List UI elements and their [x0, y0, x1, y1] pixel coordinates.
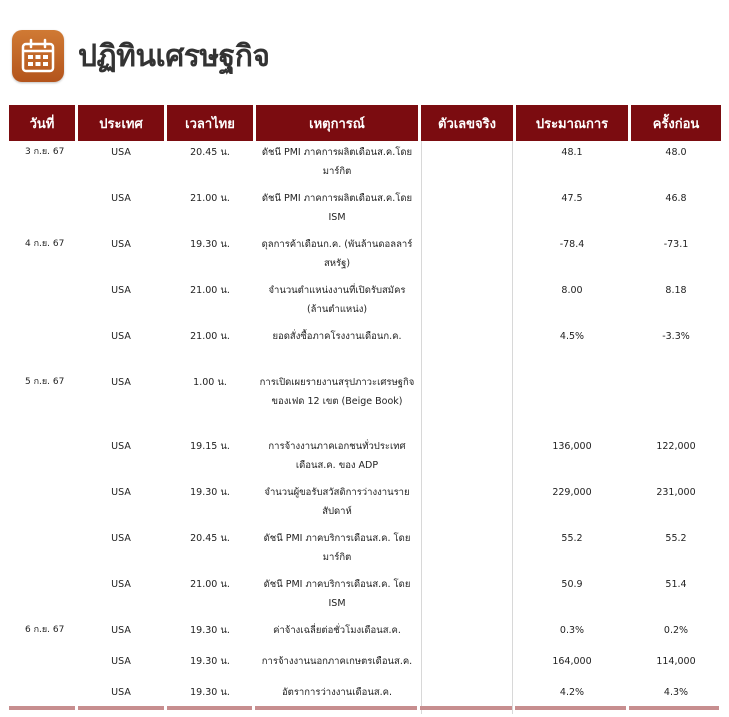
cell-date — [9, 327, 75, 373]
cell-actual — [421, 483, 513, 529]
cell-event: การจ้างงานนอกภาคเกษตรเดือนส.ค. — [261, 656, 413, 667]
cell-time: 19.30 น. — [190, 487, 230, 498]
cell-actual — [421, 189, 513, 235]
cell-date — [9, 281, 75, 327]
cell-date — [9, 483, 75, 529]
cell-forecast: 229,000 — [552, 487, 592, 498]
table-row — [9, 483, 721, 529]
cell-previous: 122,000 — [656, 441, 696, 452]
column-header-event: เหตุการณ์ — [256, 105, 418, 141]
cell-previous: 114,000 — [656, 656, 696, 667]
column-header-date: วันที่ — [9, 105, 75, 141]
cell-previous: 0.2% — [663, 625, 689, 636]
cell-actual — [421, 141, 513, 189]
cell-actual — [421, 575, 513, 621]
table-footer-bar — [9, 706, 719, 710]
cell-actual — [421, 281, 513, 327]
cell-country: USA — [111, 331, 131, 342]
cell-event: การเปิดเผยรายงานสรุปภาวะเศรษฐกิจของเฟด 12 เขต (Beige Book) — [259, 377, 415, 407]
cell-time: 19.30 น. — [190, 687, 230, 698]
cell-forecast: 8.00 — [561, 285, 583, 296]
cell-actual — [421, 235, 513, 281]
cell-time: 19.15 น. — [190, 441, 230, 452]
cell-date: 6 ก.ย. 67 — [25, 625, 65, 635]
cell-previous: 46.8 — [665, 193, 687, 204]
cell-event: ดุลการค้าเดือนก.ค. (พันล้านดอลลาร์สหรัฐ) — [261, 239, 413, 269]
cell-country: USA — [111, 147, 131, 158]
cell-country: USA — [111, 193, 131, 204]
cell-country: USA — [111, 656, 131, 667]
table-row — [9, 235, 721, 281]
cell-previous: -3.3% — [662, 331, 690, 342]
column-header-actual: ตัวเลขจริง — [421, 105, 513, 141]
cell-event: จำนวนตำแหน่งงานที่เปิดรับสมัคร (ล้านตำแหน่ง) — [268, 285, 406, 315]
cell-previous: 51.4 — [665, 579, 687, 590]
cell-country: USA — [111, 285, 131, 296]
page-header — [12, 30, 269, 82]
cell-previous: -73.1 — [663, 239, 689, 250]
cell-forecast: 48.1 — [561, 147, 583, 158]
cell-date — [9, 437, 75, 483]
cell-previous: 8.18 — [665, 285, 687, 296]
cell-date — [9, 529, 75, 575]
cell-date: 3 ก.ย. 67 — [25, 147, 65, 157]
table-row — [9, 652, 721, 683]
cell-forecast — [516, 373, 628, 437]
table-header-row — [9, 105, 721, 141]
cell-time: 20.45 น. — [190, 533, 230, 544]
cell-event: อัตราการว่างงานเดือนส.ค. — [281, 687, 393, 698]
cell-event: การจ้างงานภาคเอกชนทั่วประเทศเดือนส.ค. ของ ADP — [268, 441, 406, 471]
cell-event: ดัชนี PMI ภาคบริการเดือนส.ค. โดย ISM — [263, 579, 411, 609]
column-header-country: ประเทศ — [78, 105, 164, 141]
cell-date: 4 ก.ย. 67 — [25, 239, 65, 249]
table-row — [9, 621, 721, 652]
page-title: ปฏิทินเศรษฐกิจ — [78, 38, 270, 74]
cell-date: 5 ก.ย. 67 — [25, 377, 65, 387]
cell-actual — [421, 437, 513, 483]
table-row — [9, 529, 721, 575]
cell-date — [9, 575, 75, 621]
table-row — [9, 281, 721, 327]
cell-forecast: 4.2% — [559, 687, 585, 698]
cell-previous — [631, 373, 721, 437]
cell-time: 21.00 น. — [190, 193, 230, 204]
cell-actual — [421, 373, 513, 437]
cell-date — [9, 652, 75, 683]
cell-actual — [421, 529, 513, 575]
cell-country: USA — [111, 239, 131, 250]
cell-country: USA — [111, 687, 131, 698]
cell-event: ดัชนี PMI ภาคการผลิตเดือนส.ค.โดย ISM — [261, 193, 413, 223]
cell-forecast: 0.3% — [559, 625, 585, 636]
cell-time: 1.00 น. — [193, 377, 227, 388]
cell-event: ดัชนี PMI ภาคบริการเดือนส.ค. โดย มาร์กิต — [263, 533, 411, 563]
cell-time: 19.30 น. — [190, 239, 230, 250]
cell-forecast: 50.9 — [561, 579, 583, 590]
column-header-previous: ครั้งก่อน — [631, 105, 721, 141]
calendar-icon — [12, 30, 64, 82]
table-row — [9, 373, 721, 437]
cell-time: 21.00 น. — [190, 579, 230, 590]
cell-country: USA — [111, 625, 131, 636]
cell-previous: 231,000 — [656, 487, 696, 498]
cell-country: USA — [111, 441, 131, 452]
cell-forecast: 4.5% — [559, 331, 585, 342]
cell-actual — [421, 652, 513, 683]
cell-previous: 48.0 — [665, 147, 687, 158]
cell-time: 21.00 น. — [190, 331, 230, 342]
cell-event: ค่าจ้างเฉลี่ยต่อชั่วโมงเดือนส.ค. — [273, 625, 401, 636]
cell-date — [9, 189, 75, 235]
table-row — [9, 327, 721, 373]
cell-forecast: 47.5 — [561, 193, 583, 204]
table-row — [9, 575, 721, 621]
cell-previous: 55.2 — [665, 533, 687, 544]
cell-country: USA — [111, 579, 131, 590]
cell-forecast: -78.4 — [559, 239, 585, 250]
economic-calendar-table — [6, 105, 724, 714]
table-row — [9, 141, 721, 189]
cell-country: USA — [111, 487, 131, 498]
cell-actual — [421, 621, 513, 652]
cell-previous: 4.3% — [663, 687, 689, 698]
cell-actual — [421, 327, 513, 373]
cell-event: ยอดสั่งซื้อภาคโรงงานเดือนก.ค. — [272, 331, 402, 342]
cell-country: USA — [111, 377, 131, 388]
column-header-time: เวลาไทย — [167, 105, 253, 141]
column-header-forecast: ประมาณการ — [516, 105, 628, 141]
cell-forecast: 164,000 — [552, 656, 592, 667]
cell-time: 21.00 น. — [190, 285, 230, 296]
table-row — [9, 189, 721, 235]
cell-forecast: 136,000 — [552, 441, 592, 452]
cell-country: USA — [111, 533, 131, 544]
cell-time: 19.30 น. — [190, 625, 230, 636]
cell-forecast: 55.2 — [561, 533, 583, 544]
cell-time: 19.30 น. — [190, 656, 230, 667]
cell-event: จำนวนผู้ขอรับสวัสดิการว่างงานรายสัปดาห์ — [264, 487, 410, 517]
cell-event: ดัชนี PMI ภาคการผลิตเดือนส.ค.โดย มาร์กิต — [261, 147, 413, 177]
table-row — [9, 437, 721, 483]
cell-time: 20.45 น. — [190, 147, 230, 158]
